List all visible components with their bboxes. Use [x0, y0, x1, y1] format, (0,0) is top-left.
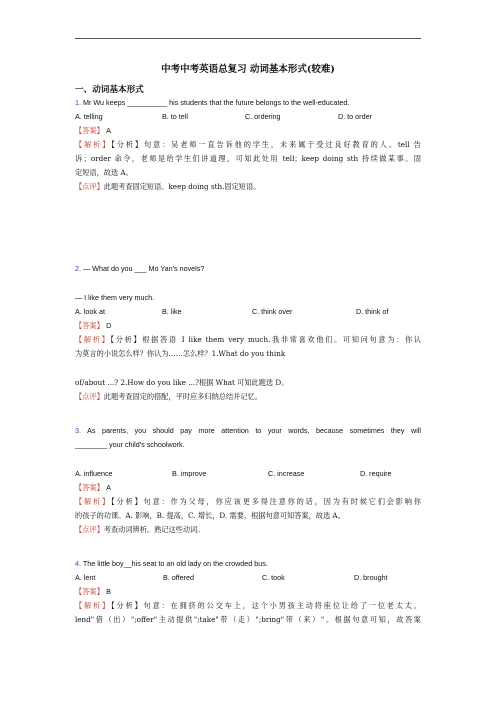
q1-explain-line-2: 诉；order 命令，老师是给学生们讲道理，可知此处用 tell；keep doing sth 持续做某事。固: [75, 154, 421, 163]
q1-option-d: D. to order: [338, 112, 372, 121]
q4-option-a: A. lent: [75, 573, 96, 582]
q2-answer: [75, 321, 111, 330]
q4-answer-value: B: [106, 587, 111, 596]
q2-stem: — What do you ___ Mo Yan's novels?: [83, 264, 205, 273]
q3-explain-line-2: 的孩子的功课。A. 影响，B. 提高，C. 增长，D. 需要，根据句意可知答案，故选 A。: [75, 511, 345, 520]
q4-stem: The little boy__his seat to an old lady on the crowded bus.: [82, 559, 268, 568]
q4-explain-line-2: lend"借（出）";offer"主动提供";take"带（走）";bring"带（来）"。根据句意可知，故答案: [75, 615, 421, 624]
q2-explain-line-3: of/about ...? 2.How do you like ...?根据 What 可知此题选 D。: [75, 378, 289, 387]
tag-label: 【解析】: [75, 497, 112, 506]
tag-label: 【解析】: [75, 601, 112, 610]
q3-number: 3.: [75, 426, 81, 435]
q2-comment: 【点评】此题考查固定的搭配，平时应多归纳总结并记忆。: [75, 392, 262, 401]
q4-option-b: B. offered: [163, 573, 195, 582]
q2-answer-tag: 【答案】: [75, 321, 104, 330]
q4-explain-line-1: 【解析】【分析】句意：在拥挤的公交车上，这个小男孩主动将座位让给了一位老太太。: [75, 601, 421, 610]
document-title: 中考中考英语总复习 动词基本形式(较难): [161, 64, 335, 75]
q3-option-b: B. improve: [172, 469, 207, 478]
q2-option-c: C. think over: [252, 307, 293, 316]
q1-stem: Mr Wu keeps __________ his students that the future belongs to the well-educated.: [83, 98, 350, 107]
q4-option-c: C. took: [262, 573, 285, 582]
q3-stem-line-1: [75, 426, 421, 435]
q4-answer-tag: 【答案】: [75, 587, 104, 596]
q1-answer-tag: 【答案】: [75, 126, 104, 135]
q1-option-a: A. telling: [75, 112, 103, 121]
q2-explain-line-2: 为莫言的小说怎么样？你认为……怎么样？1.What do you think: [75, 349, 286, 358]
q1-option-b: B. to tell: [162, 112, 188, 121]
q1-explain-line-3: 定短语，故选 A。: [75, 168, 133, 177]
tag-label: 【点评】: [75, 392, 104, 401]
q2-option-b: B. like: [162, 307, 182, 316]
q2-answer-value: D: [106, 321, 112, 330]
q4-number: 4.: [75, 559, 81, 568]
tag-label: 【解析】: [75, 140, 112, 149]
q3-answer-value: A: [106, 483, 111, 492]
q1-explain-line-1: 【解析】【分析】句意：吴老师一直告诉他的学生，未来属于受过良好教育的人。tell 告: [75, 140, 421, 149]
section-heading: 一、动词基本形式: [75, 85, 144, 95]
q4-option-d: D. brought: [354, 573, 388, 582]
q2-option-a: A. look at: [75, 307, 105, 316]
q3-option-c: C. increase: [268, 469, 305, 478]
q2-explain-line-1: 【解析】【分析】根据答语 I like them very much.我非常喜欢他们。可知问句意为：你认: [75, 335, 421, 344]
q2-number: 2.: [75, 264, 81, 273]
q3-stem-1: As parents, you should pay more attention to your words, because sometimes they will: [87, 426, 421, 435]
q3-answer: [75, 483, 111, 492]
q1-comment: 【点评】此题考查固定短语。keep doing sth.固定短语。: [75, 182, 261, 191]
q1-option-c: C. ordering: [245, 112, 281, 121]
q2-option-d: D. think of: [356, 307, 389, 316]
q3-option-a: A. influence: [75, 469, 113, 478]
q3-option-d: D. require: [360, 469, 392, 478]
q1-answer-value: A: [106, 126, 111, 135]
q2-stem-line: [75, 264, 204, 273]
q2-reply: — I like them very much.: [75, 293, 155, 302]
tag-label: 【点评】: [75, 182, 104, 191]
q3-explain-line-1: 【解析】【分析】句意：作为父母，你应该更多得注意你的话，因为有时候它们会影响你: [75, 497, 421, 506]
q1-stem-line: [75, 98, 349, 107]
q1-answer: [75, 126, 111, 135]
q4-stem-line: [75, 559, 268, 568]
tag-label: 【解析】: [75, 335, 111, 344]
q4-answer: [75, 587, 111, 596]
q1-number: 1.: [75, 98, 81, 107]
tag-label: 【点评】: [75, 525, 104, 534]
header-rule: [75, 38, 421, 39]
q3-answer-tag: 【答案】: [75, 483, 104, 492]
q3-comment: 【点评】考查动词辨析。熟记这些动词。: [75, 525, 205, 534]
q3-stem-line-2: ________ your child's schoolwork.: [75, 440, 185, 449]
